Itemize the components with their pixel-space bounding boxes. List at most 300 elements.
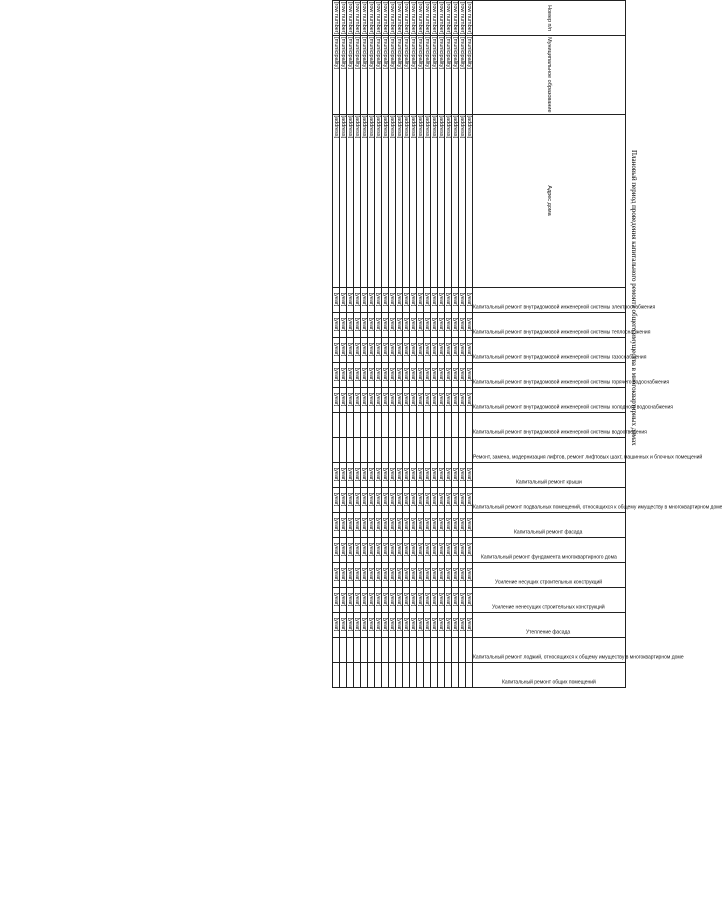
table-cell: [year] <box>375 337 382 362</box>
table-cell: [year] <box>396 512 403 537</box>
table-cell <box>431 437 438 462</box>
table-row <box>410 1 417 688</box>
table-cell <box>410 412 417 437</box>
table-cell: [year] <box>403 612 410 637</box>
table-cell: [year] <box>333 512 340 537</box>
column-header: Капитальный ремонт внутридомовой инженерной системы теплоснабжения <box>473 312 626 337</box>
table-cell: [year] <box>368 587 375 612</box>
table-cell: [year] <box>445 312 452 337</box>
table-cell: [year] <box>403 312 410 337</box>
table-cell: [year] <box>396 587 403 612</box>
table-cell: [year] <box>375 587 382 612</box>
table-cell: [year] <box>431 512 438 537</box>
table-cell: [municipality] <box>396 36 403 114</box>
table-cell <box>340 662 347 687</box>
table-cell: [year] <box>347 387 354 412</box>
table-cell: [year] <box>368 562 375 587</box>
table-cell: [address] <box>396 114 403 287</box>
table-cell: [year] <box>410 587 417 612</box>
table-row <box>438 1 445 688</box>
table-cell <box>452 637 459 662</box>
table-cell: [year] <box>410 387 417 412</box>
column-header: Капитальный ремонт подвальных помещений, относящихся к общему имуществу в многоквартирном доме <box>473 487 626 512</box>
table-cell: [year] <box>431 312 438 337</box>
table-cell: [year] <box>438 512 445 537</box>
column-header: Муниципальное образование <box>473 36 626 114</box>
column-header: Капитальный ремонт общих помещений <box>473 662 626 687</box>
table-cell <box>417 662 424 687</box>
table-cell: [address] <box>431 114 438 287</box>
table-cell: [year] <box>452 537 459 562</box>
table-cell: [year] <box>403 512 410 537</box>
column-header: Капитальный ремонт фасада <box>473 512 626 537</box>
table-cell: [year] <box>354 487 361 512</box>
table-cell <box>375 412 382 437</box>
table-cell <box>459 637 466 662</box>
table-row <box>340 1 347 688</box>
table-cell: [year] <box>333 587 340 612</box>
table-cell <box>459 662 466 687</box>
table-cell: [row number] <box>354 2 360 35</box>
table-cell: [year] <box>396 612 403 637</box>
table-cell: [year] <box>375 512 382 537</box>
table-cell: [year] <box>438 387 445 412</box>
table-cell: [year] <box>452 312 459 337</box>
table-cell <box>389 437 396 462</box>
table-cell: [year] <box>347 337 354 362</box>
table-cell: [year] <box>368 612 375 637</box>
table-cell <box>431 662 438 687</box>
table-cell: [year] <box>347 362 354 387</box>
column-header: Ремонт, замена, модернизация лифтов, ремонт лифтовых шахт, машинных и блочных помещений <box>473 437 626 462</box>
table-cell: [year] <box>459 537 466 562</box>
table-cell: [year] <box>445 362 452 387</box>
table-cell <box>403 637 410 662</box>
table-cell: [address] <box>382 114 389 287</box>
table-cell: [row number] <box>340 2 346 35</box>
table-cell: [year] <box>424 562 431 587</box>
table-cell: [municipality] <box>417 36 424 114</box>
table-cell: [year] <box>424 312 431 337</box>
table-cell: [year] <box>340 312 347 337</box>
table-cell: [year] <box>459 512 466 537</box>
table-cell <box>368 637 375 662</box>
table-cell: [year] <box>389 312 396 337</box>
table-cell: [year] <box>424 487 431 512</box>
table-cell: [year] <box>347 462 354 487</box>
table-cell: [row number] <box>389 2 395 35</box>
table-row <box>375 1 382 688</box>
table-cell: [year] <box>452 337 459 362</box>
table-cell: [year] <box>375 287 382 312</box>
table-cell: [year] <box>445 562 452 587</box>
table-cell: [year] <box>382 312 389 337</box>
table-cell <box>347 437 354 462</box>
table-cell: [year] <box>452 612 459 637</box>
table-cell: [year] <box>382 562 389 587</box>
table-cell: [year] <box>361 512 368 537</box>
table-cell <box>424 662 431 687</box>
table-cell <box>389 412 396 437</box>
table-cell: [year] <box>382 512 389 537</box>
table-cell: [row number] <box>431 2 437 35</box>
table-cell: [year] <box>445 462 452 487</box>
column-header: Усиление ненесущих строительных конструкций <box>473 587 626 612</box>
table-cell: [year] <box>438 312 445 337</box>
table-cell: [year] <box>466 487 473 512</box>
table-cell: [municipality] <box>333 36 340 114</box>
table-cell: [year] <box>389 462 396 487</box>
table-cell <box>445 412 452 437</box>
table-cell <box>361 637 368 662</box>
table-cell: [address] <box>340 114 347 287</box>
table-cell <box>396 437 403 462</box>
table-row <box>403 1 410 688</box>
table-cell: [year] <box>389 487 396 512</box>
table-cell: [municipality] <box>354 36 361 114</box>
table-cell <box>382 637 389 662</box>
table-cell: [year] <box>340 537 347 562</box>
table-cell: [year] <box>389 612 396 637</box>
table-cell: [year] <box>431 537 438 562</box>
table-cell: [year] <box>459 487 466 512</box>
table-cell: [year] <box>368 312 375 337</box>
table-cell <box>452 437 459 462</box>
table-cell: [row number] <box>396 2 402 35</box>
table-cell: [year] <box>396 562 403 587</box>
table-cell: [year] <box>410 287 417 312</box>
table-cell: [address] <box>459 114 466 287</box>
table-cell: [year] <box>361 312 368 337</box>
table-cell: [year] <box>431 362 438 387</box>
table-cell: [year] <box>445 512 452 537</box>
table-cell: [municipality] <box>382 36 389 114</box>
table-row <box>396 1 403 688</box>
table-cell <box>354 412 361 437</box>
table-row <box>459 1 466 688</box>
table-cell: [year] <box>459 587 466 612</box>
table-cell <box>459 412 466 437</box>
table-cell: [year] <box>459 612 466 637</box>
table-cell: [year] <box>424 362 431 387</box>
table-cell: [year] <box>354 337 361 362</box>
table-cell: [year] <box>466 287 473 312</box>
table-cell: [year] <box>396 337 403 362</box>
table-cell: [year] <box>368 512 375 537</box>
table-cell: [address] <box>354 114 361 287</box>
table-cell: [year] <box>368 487 375 512</box>
table-cell: [year] <box>466 462 473 487</box>
table-cell: [year] <box>361 337 368 362</box>
table-cell <box>445 437 452 462</box>
table-cell: [year] <box>382 362 389 387</box>
table-cell: [year] <box>347 612 354 637</box>
table-cell: [year] <box>396 362 403 387</box>
table-cell: [year] <box>410 512 417 537</box>
table-cell: [year] <box>466 612 473 637</box>
table-cell: [year] <box>417 287 424 312</box>
table-cell: [row number] <box>333 2 339 35</box>
table-cell: [year] <box>375 312 382 337</box>
table-cell: [municipality] <box>375 36 382 114</box>
table-cell: [year] <box>361 462 368 487</box>
table-cell: [year] <box>333 487 340 512</box>
table-cell: [year] <box>368 537 375 562</box>
table-cell: [year] <box>445 612 452 637</box>
table-cell: [year] <box>466 562 473 587</box>
table-row <box>417 1 424 688</box>
table-cell: [municipality] <box>438 36 445 114</box>
table-cell <box>424 637 431 662</box>
table-cell: [year] <box>438 587 445 612</box>
table-cell: [year] <box>459 387 466 412</box>
table-cell: [year] <box>333 387 340 412</box>
table-cell: [year] <box>368 287 375 312</box>
table-cell <box>438 437 445 462</box>
table-cell: [year] <box>382 612 389 637</box>
table-cell: [year] <box>410 337 417 362</box>
table-cell: [year] <box>361 387 368 412</box>
table-cell: [year] <box>466 362 473 387</box>
table-cell: [year] <box>396 462 403 487</box>
table-cell <box>403 437 410 462</box>
table-cell: [year] <box>424 287 431 312</box>
table-cell: [year] <box>410 312 417 337</box>
column-header: Усиление несущих строительных конструкций <box>473 562 626 587</box>
table-cell: [year] <box>424 587 431 612</box>
table-cell: [year] <box>417 537 424 562</box>
table-cell: [municipality] <box>368 36 375 114</box>
table-cell <box>396 662 403 687</box>
table-cell: [municipality] <box>403 36 410 114</box>
table-cell: [year] <box>333 337 340 362</box>
table-cell: [year] <box>347 487 354 512</box>
table-cell <box>424 437 431 462</box>
table-cell: [year] <box>368 387 375 412</box>
table-cell: [year] <box>333 362 340 387</box>
table-cell: [year] <box>452 512 459 537</box>
table-row <box>347 1 354 688</box>
table-cell <box>396 637 403 662</box>
table-cell: [year] <box>445 287 452 312</box>
table-cell: [year] <box>354 362 361 387</box>
table-cell <box>438 662 445 687</box>
table-row <box>354 1 361 688</box>
table-cell <box>375 437 382 462</box>
table-cell: [address] <box>410 114 417 287</box>
table-cell <box>417 412 424 437</box>
table-cell: [year] <box>452 462 459 487</box>
table-cell: [address] <box>347 114 354 287</box>
table-cell: [year] <box>361 612 368 637</box>
table-cell: [row number] <box>347 2 353 35</box>
table-cell: [row number] <box>424 2 430 35</box>
table-cell: [year] <box>389 287 396 312</box>
table-cell: [year] <box>333 287 340 312</box>
table-cell: [year] <box>466 387 473 412</box>
table-cell: [year] <box>333 462 340 487</box>
table-cell: [row number] <box>466 2 472 35</box>
table-cell <box>459 437 466 462</box>
table-cell: [year] <box>466 337 473 362</box>
table-cell: [year] <box>347 562 354 587</box>
table-cell <box>354 437 361 462</box>
table-cell: [year] <box>354 512 361 537</box>
table-cell: [year] <box>403 462 410 487</box>
table-row <box>368 1 375 688</box>
header-row <box>473 1 626 688</box>
table-cell <box>382 437 389 462</box>
table-cell <box>389 637 396 662</box>
table-row <box>389 1 396 688</box>
table-cell: [year] <box>403 487 410 512</box>
table-cell <box>403 412 410 437</box>
table-cell: [year] <box>333 537 340 562</box>
column-header: Капитальный ремонт внутридомовой инженерной системы электроснабжения <box>473 287 626 312</box>
table-cell: [year] <box>424 337 431 362</box>
document-title: Плановый период проведения капитального ремонта общего имущества в многоквартирных домах <box>630 150 638 446</box>
table-cell: [year] <box>375 612 382 637</box>
table-cell <box>333 662 340 687</box>
table-cell: [year] <box>333 612 340 637</box>
table-cell: [year] <box>431 487 438 512</box>
table-cell: [year] <box>431 387 438 412</box>
table-cell <box>382 412 389 437</box>
column-header: Капитальный ремонт крыши <box>473 462 626 487</box>
table-cell: [address] <box>389 114 396 287</box>
table-cell: [year] <box>417 562 424 587</box>
table-cell: [year] <box>354 612 361 637</box>
table-cell: [year] <box>396 487 403 512</box>
table-cell: [year] <box>361 362 368 387</box>
table-cell: [year] <box>340 487 347 512</box>
column-header: Утепление фасада <box>473 612 626 637</box>
table-cell: [year] <box>361 562 368 587</box>
table-cell: [year] <box>403 387 410 412</box>
table-cell: [year] <box>382 462 389 487</box>
table-cell: [address] <box>445 114 452 287</box>
table-row <box>452 1 459 688</box>
table-cell: [year] <box>396 537 403 562</box>
table-cell: [year] <box>445 337 452 362</box>
table-cell: [row number] <box>375 2 381 35</box>
table-cell: [year] <box>396 387 403 412</box>
table-cell: [year] <box>340 287 347 312</box>
table-cell: [year] <box>445 537 452 562</box>
table-cell: [year] <box>382 487 389 512</box>
table-cell: [year] <box>438 462 445 487</box>
table-cell: [year] <box>417 312 424 337</box>
table-cell: [year] <box>347 537 354 562</box>
column-header: Капитальный ремонт внутридомовой инженерной системы горячего водоснабжения <box>473 362 626 387</box>
table-cell <box>438 637 445 662</box>
table-cell: [year] <box>431 337 438 362</box>
table-cell: [year] <box>347 512 354 537</box>
table-cell <box>361 437 368 462</box>
table-cell: [year] <box>445 587 452 612</box>
table-cell: [row number] <box>445 2 451 35</box>
table-cell: [year] <box>417 462 424 487</box>
column-header: Адрес дома <box>473 114 626 287</box>
table-cell: [year] <box>452 387 459 412</box>
table-cell <box>417 637 424 662</box>
column-header: Капитальный ремонт внутридомовой инженерной системы холодного водоснабжения <box>473 387 626 412</box>
table-cell: [year] <box>361 287 368 312</box>
table-cell: [year] <box>410 362 417 387</box>
table-cell: [year] <box>417 362 424 387</box>
table-cell: [year] <box>417 387 424 412</box>
table-cell <box>347 412 354 437</box>
table-cell <box>347 637 354 662</box>
table-cell: [year] <box>459 287 466 312</box>
table-cell <box>333 412 340 437</box>
table-cell <box>340 412 347 437</box>
table-cell: [year] <box>438 287 445 312</box>
table-cell: [municipality] <box>459 36 466 114</box>
table-cell: [address] <box>466 114 473 287</box>
table-cell <box>431 412 438 437</box>
table-cell: [year] <box>389 512 396 537</box>
table-cell <box>347 662 354 687</box>
table-row <box>361 1 368 688</box>
table-cell: [year] <box>424 512 431 537</box>
table-cell: [year] <box>347 287 354 312</box>
table-cell: [row number] <box>361 2 367 35</box>
table-cell: [year] <box>354 562 361 587</box>
table-cell: [row number] <box>452 2 458 35</box>
table-cell: [year] <box>354 387 361 412</box>
table-cell: [year] <box>466 512 473 537</box>
table-cell: [year] <box>389 337 396 362</box>
table-cell <box>368 437 375 462</box>
table-cell: [year] <box>340 612 347 637</box>
table-cell: [municipality] <box>452 36 459 114</box>
table-cell: [year] <box>340 512 347 537</box>
table-cell: [municipality] <box>340 36 347 114</box>
table-cell <box>417 437 424 462</box>
table-cell: [row number] <box>438 2 444 35</box>
table-cell: [year] <box>382 387 389 412</box>
table-cell: [year] <box>403 562 410 587</box>
column-header: Номер п/п <box>473 1 626 36</box>
table-cell: [year] <box>452 587 459 612</box>
table-cell: [row number] <box>382 2 388 35</box>
table-cell: [row number] <box>403 2 409 35</box>
table-cell: [year] <box>417 612 424 637</box>
table-cell: [year] <box>431 287 438 312</box>
table-cell: [year] <box>389 587 396 612</box>
table-cell: [year] <box>424 612 431 637</box>
table-cell: [municipality] <box>389 36 396 114</box>
table-cell: [year] <box>375 537 382 562</box>
table-cell: [year] <box>452 362 459 387</box>
column-header: Капитальный ремонт фундамента многоквартирного дома <box>473 537 626 562</box>
table-cell: [year] <box>438 612 445 637</box>
table-cell: [year] <box>368 337 375 362</box>
table-cell: [year] <box>340 562 347 587</box>
table-cell: [year] <box>445 487 452 512</box>
table-cell: [municipality] <box>410 36 417 114</box>
table-cell: [year] <box>466 587 473 612</box>
table-cell: [year] <box>431 562 438 587</box>
table-cell: [year] <box>431 462 438 487</box>
table-cell: [year] <box>452 562 459 587</box>
table-cell <box>445 662 452 687</box>
table-cell: [year] <box>340 462 347 487</box>
table-cell: [year] <box>389 387 396 412</box>
table-cell: [row number] <box>459 2 465 35</box>
table-cell <box>438 412 445 437</box>
